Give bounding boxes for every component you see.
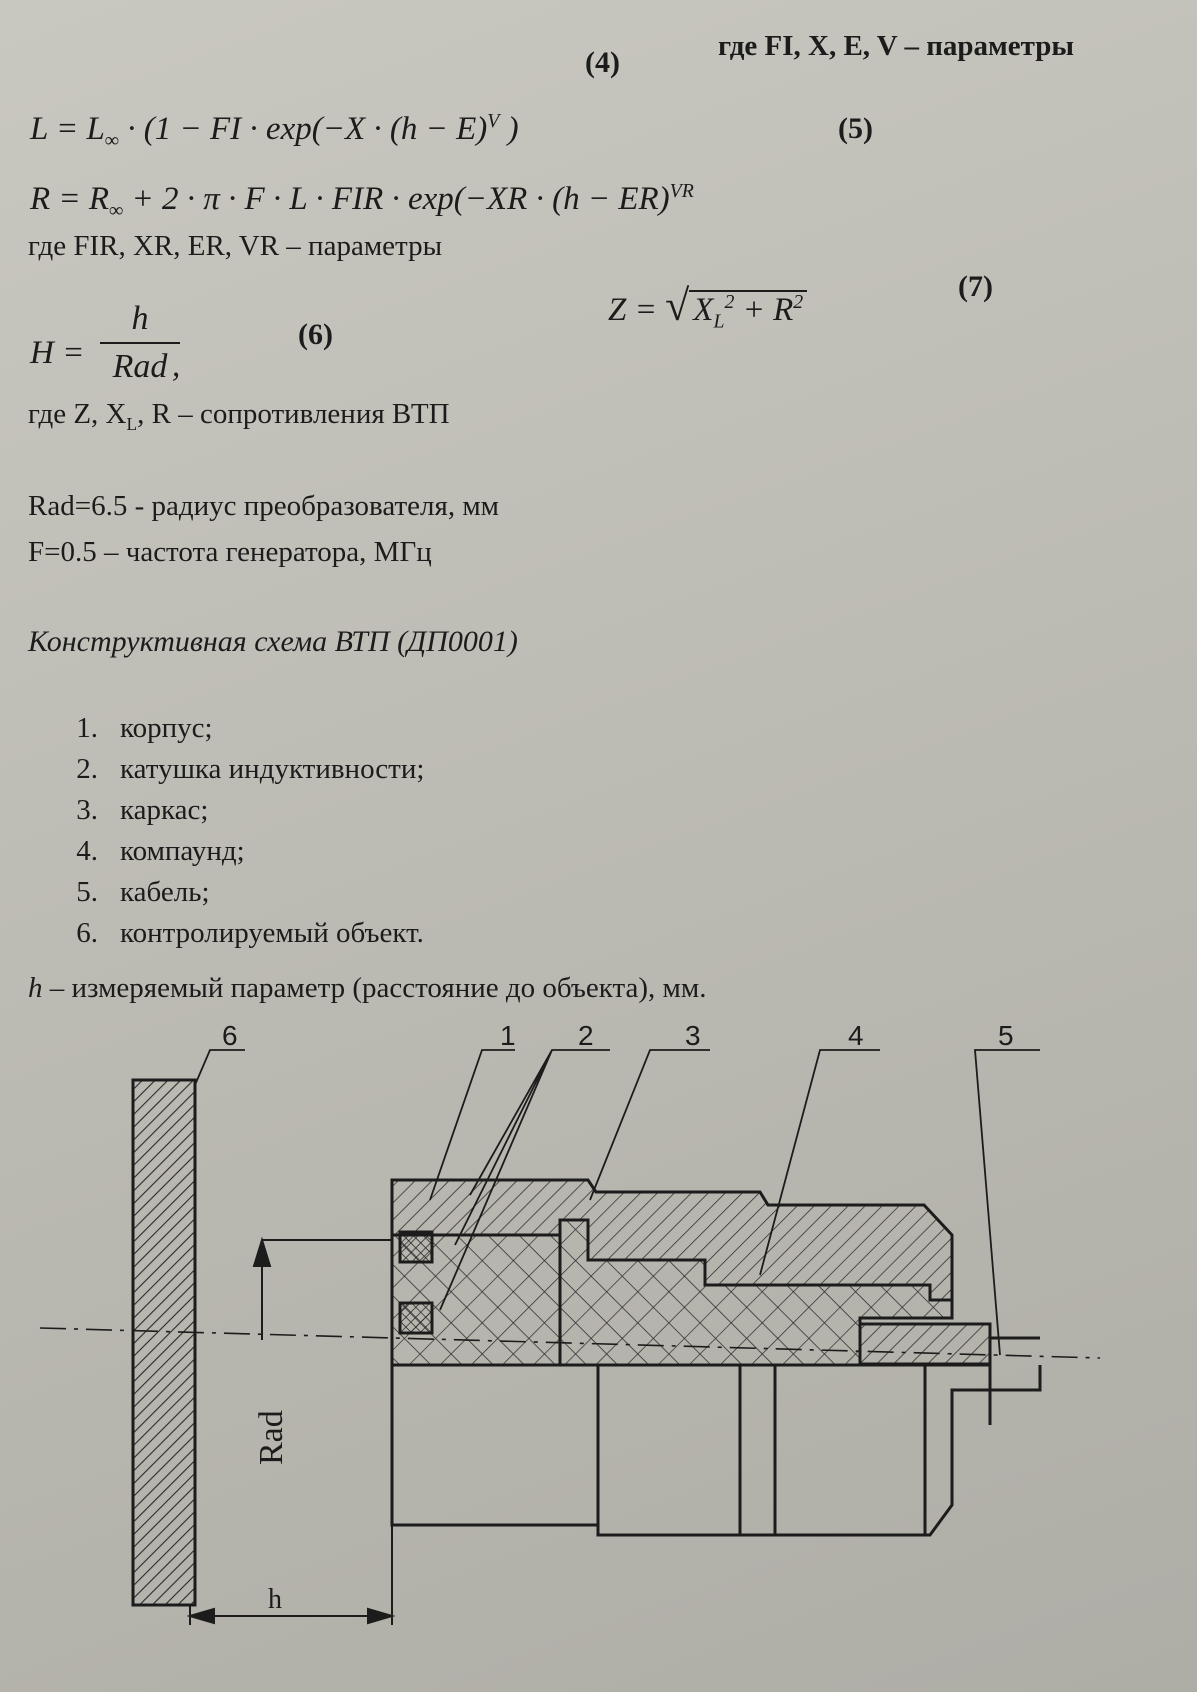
callout-2: 2 <box>578 1020 594 1051</box>
diagram-caption: Конструктивная схема ВТП (ДП0001) <box>28 625 518 658</box>
h-arrow-right-icon <box>368 1609 392 1623</box>
list-item-number: 4. <box>76 835 98 867</box>
formula-6-number: (6) <box>298 318 333 351</box>
callout-5: 5 <box>998 1020 1014 1051</box>
rad-dimension-label: Rad <box>253 1410 290 1465</box>
h-dimension-label: h <box>268 1584 282 1615</box>
list-item-label: катушка индуктивности; <box>120 753 425 785</box>
formula-5-note: где FIR, XR, ER, VR – параметры <box>28 230 443 262</box>
formula-5: $R = R_\infty + 2 \cdot \pi \cdot F \cdot L$ · FIR · exp(−XR · (h − ER)$^{VR}$ <box>30 180 694 222</box>
formula-6-denominator: Rad <box>112 348 168 385</box>
callout-3: 3 <box>685 1020 701 1051</box>
leader-6 <box>195 1050 245 1085</box>
coil-upper <box>400 1232 432 1262</box>
list-item-label: компаунд; <box>120 835 245 867</box>
list-item-label: контролируемый объект. <box>120 917 424 949</box>
formula-6-comma: , <box>172 348 181 384</box>
list-item-label: кабель; <box>120 876 210 908</box>
list-item-label: корпус; <box>120 712 213 744</box>
callout-6: 6 <box>222 1020 238 1051</box>
formula-6-numerator: h <box>131 300 149 337</box>
formula-4: $L = L_\infty \cdot (1$ − FI · $\exp(-X \cdot (h - E)^V$ ) <box>30 110 519 152</box>
formula-7-number: (7) <box>958 270 993 303</box>
controlled-object <box>133 1080 195 1605</box>
callout-4: 4 <box>848 1020 864 1051</box>
coil-lower <box>400 1303 432 1333</box>
formula-4-note: где FI, X, E, V – параметры <box>718 30 1075 62</box>
cable-end <box>990 1338 1040 1425</box>
list-item-number: 3. <box>76 794 98 826</box>
leader-1 <box>430 1050 515 1200</box>
list-item-number: 6. <box>76 917 98 949</box>
leader-5 <box>975 1050 1040 1355</box>
h-definition: h – измеряемый параметр (расстояние до объекта), мм. <box>28 972 707 1004</box>
list-item-number: 5. <box>76 876 98 908</box>
formula-4-number: (4) <box>585 46 620 79</box>
formula-5-number: (5) <box>838 112 873 145</box>
housing-lower-view <box>392 1365 990 1535</box>
formula-7: Z = √ $X_L^2 + R^2$ <box>608 280 807 334</box>
rad-definition: Rad=6.5 - радиус преобразователя, мм <box>28 490 500 522</box>
list-item-number: 2. <box>76 753 98 785</box>
cable <box>860 1324 990 1364</box>
list-item-label: каркас; <box>120 794 209 826</box>
list-item-number: 1. <box>76 712 98 744</box>
rad-arrow-icon <box>254 1240 270 1266</box>
freq-definition: F=0.5 – частота генератора, МГц <box>28 536 432 568</box>
callout-1: 1 <box>500 1020 516 1051</box>
formula-6-lhs: H = <box>30 335 85 371</box>
leader-3 <box>590 1050 710 1200</box>
resistances-note: где Z, $X_L$, R – сопротивления ВТП <box>28 398 450 434</box>
h-arrow-left-icon <box>190 1609 214 1623</box>
